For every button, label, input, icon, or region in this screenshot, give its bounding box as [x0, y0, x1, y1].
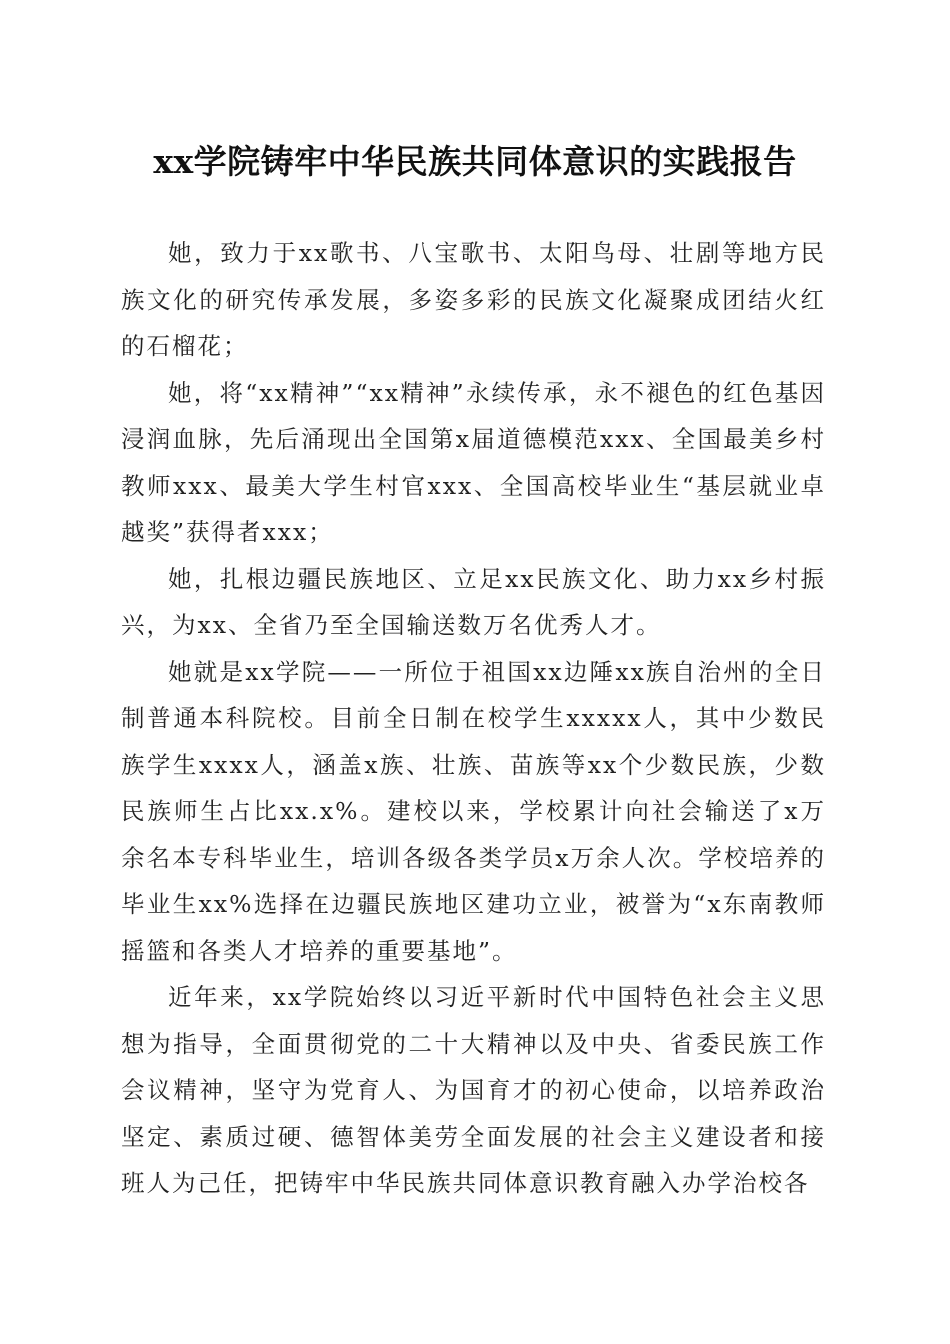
paragraph: 她，将“xx精神”“xx精神”永续传承，永不褪色的红色基因浸润血脉，先后涌现出全国第x届道德模范xxx、全国最美乡村教师xxx、最美大学生村官xxx、全国高校毕业生“基层就业卓越奖”获得者xxx； — [121, 378, 826, 546]
paragraph: 她就是xx学院——一所位于祖国xx边陲xx族自治州的全日制普通本科院校。目前全日制在校学生xxxxx人，其中少数民族学生xxxx人，涵盖x族、壮族、苗族等xx个少数民族，少数民族师生占比xx.x%。建校以来，学校累计向社会输送了x万余名本专科毕业生，培训各级各类学员x万余人次。学校培养的毕业生xx%选择在边疆民族地区建功立业，被誉为“x东南教师摇篮和各类人才培养的重要基地”。 — [121, 657, 826, 965]
document-title: xx学院铸牢中华民族共同体意识的实践报告 — [153, 142, 797, 181]
paragraph: 她，扎根边疆民族地区、立足xx民族文化、助力xx乡村振兴，为xx、全省乃至全国输送数万名优秀人才。 — [121, 564, 826, 639]
paragraph: 她，致力于xx歌书、八宝歌书、太阳鸟母、壮剧等地方民族文化的研究传承发展，多姿多彩的民族文化凝聚成团结火红的石榴花； — [121, 239, 826, 360]
document-body — [121, 230, 826, 1207]
paragraph: 近年来，xx学院始终以习近平新时代中国特色社会主义思想为指导，全面贯彻党的二十大精神以及中央、省委民族工作会议精神，坚守为党育人、为国育才的初心使命，以培养政治坚定、素质过硬、德智体美劳全面发展的社会主义建设者和接班人为己任，把铸牢中华民族共同体意识教育融入办学治校各 — [121, 983, 826, 1197]
